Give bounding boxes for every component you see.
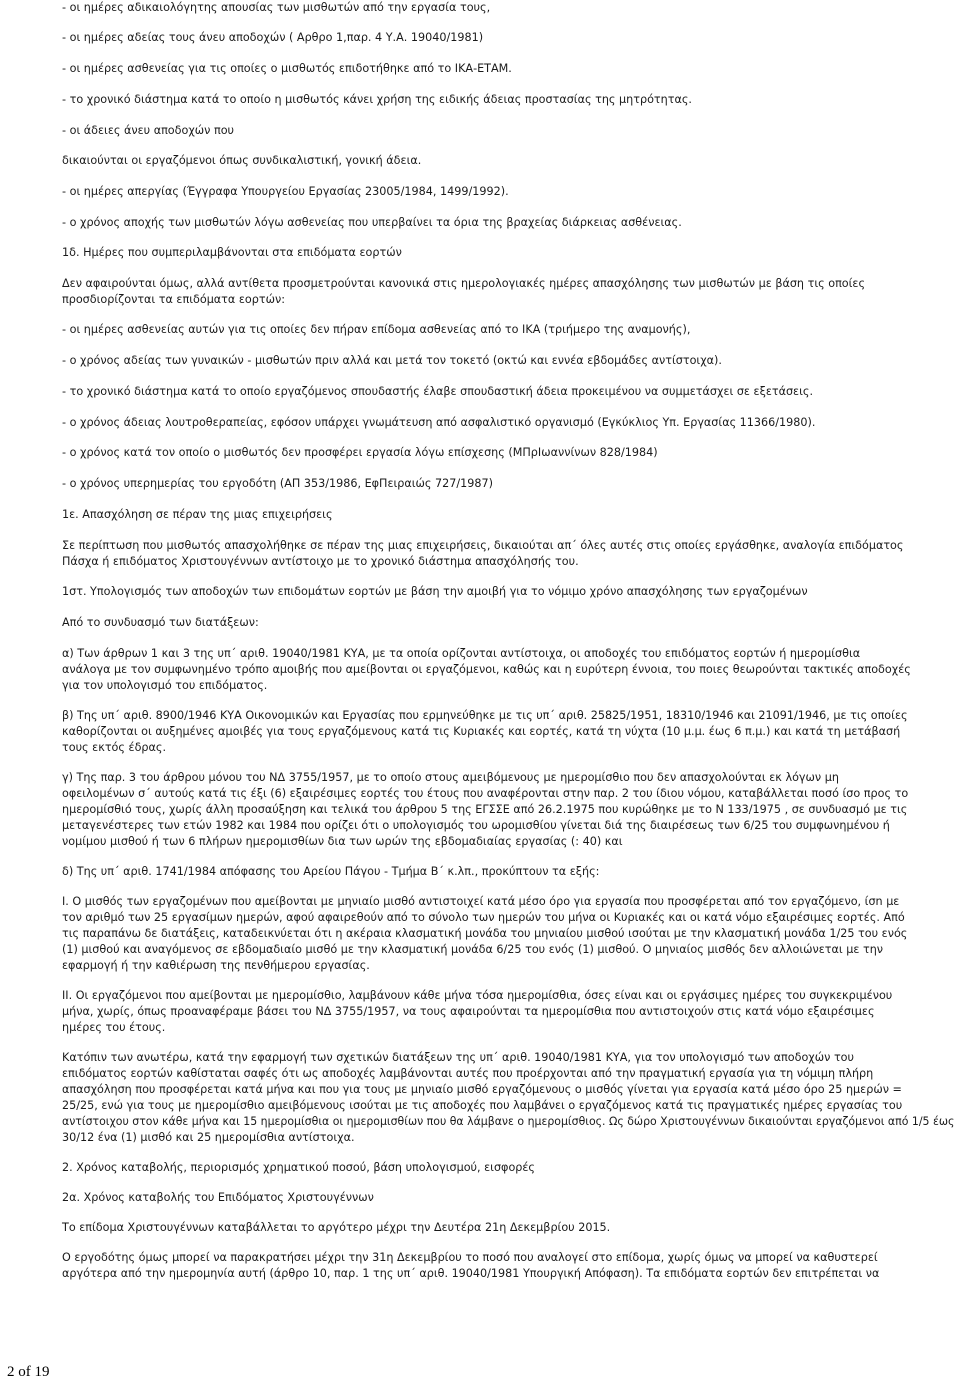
text-line: - ο χρόνος υπερημερίας του εργοδότη (ΑΠ 353/1986, ΕφΠειραιώς 727/1987) [62,477,494,490]
text-line: ανάλογα με τον συμφωνημένο τρόπο αμοιβής που αμείβονται οι εργαζόμενοι, καθώς και η ευρύτερη έννοια, του ποιες θεωρούνται τακτικές αποδοχές [62,663,911,676]
text-line: - ο χρόνος αποχής των μισθωτών λόγω ασθενείας που υπερβαίνει τα όρια της βραχείας διάρκειας ασθένειας. [62,216,682,229]
text-line: (1) μισθού και αναγόμενος σε εβδομαδιαίο μισθό με την κλασματική μονάδα 6/25 του ενός (1) μισθού. Ο μηνιαίος μισθός δεν αλλοιώνεται με την [62,943,884,956]
text-line: - οι άδειες άνευ αποδοχών που [62,124,235,137]
section-heading: 2α. Χρόνος καταβολής του Επιδόματος Χριστουγέννων [62,1191,374,1204]
text-line: ΙΙ. Οι εργαζόμενοι που αμείβονται με ημερομίσθιο, λαμβάνουν κάθε μήνα τόσα ημερομίσθια, όσες είναι και οι εργάσιμες ημέρες του συγκεκριμένου [62,989,893,1002]
page-number: 2 of 19 [7,1364,50,1380]
section-heading: 1ε. Απασχόληση σε πέραν της μιας επιχειρήσεις [62,508,333,521]
text-line: αντίστοιχου στον κάθε μήνα και 15 ημερομίσθια οι ημερομισθίων που θα λάμβανε ο ημερομίσθιος. Ως δώρο Χριστουγέννων δικαιούνται εργαζόμενοι από 1/5 έως [62,1115,955,1128]
text-line: 30/12 ένα (1) μισθό και 25 ημερομίσθια αντίστοιχα. [62,1131,355,1144]
text-line: Ι. Ο μισθός των εργαζομένων που αμείβονται με μηνιαίο μισθό αντιστοιχεί κατά μέσο όρο για εργασία που προσφέρεται από τον εργαζόμενο, ίσn με [62,895,900,908]
text-line: τις παραπάνω δε διατάξεις, καταδεικνύεται ότι η ακέραια κλασματική μονάδα του μηνιαίου μισθού ισούται με την κλασματική μονάδα 1/25 του ενός [62,927,908,940]
text-line: Το επίδομα Χριστουγέννων καταβάλλεται το αργότερο μέχρι την Δευτέρα 21η Δεκεμβρίου 2015. [62,1221,611,1234]
text-line: ημέρες του έτους. [62,1021,166,1034]
text-line: εφαρμογή ή την καθιέρωση της πενθήμερου εργασίας. [62,959,370,972]
text-line: β) Της υπ΄ αριθ. 8900/1946 ΚΥΑ Οικονομικών και Εργασίας που ερμηνεύθηκε με τις υπ΄ αριθ. 25825/1951, 18310/1946 και 21091/1946, με τις οποίες [62,709,908,722]
text-line: α) Των άρθρων 1 και 3 της υπ΄ αριθ. 19040/1981 ΚΥΑ, με τα οποία ορίζονται αντίστοιχα, οι αποδοχές του επιδόματος εορτών ή ημερομίσθια [62,647,861,660]
text-line: απασχόληση που προσφέρεται κατά μήνα και που για τους με μηνιαίο μισθό εργαζόμενους ο μισθός γίνεται για εργασία κατά μέσο όρο 25 ημερών = [62,1083,902,1096]
text-line: - ο χρόνος άδειας λουτροθεραπείας, εφόσον υπάρχει γνωμάτευση από ασφαλιστικό οργανισμό (Εγκύκλιος Υπ. Εργασίας 11366/1980). [62,416,816,429]
text-line: Ο εργοδότης όμως μπορεί να παρακρατήσει μέχρι την 31η Δεκεμβρίου το ποσό που αναλογεί στο επίδομα, χωρίς όμως να μπορεί να καθυστερεί [62,1251,878,1264]
text-line: Δεν αφαιρούνται όμως, αλλά αντίθετα προσμετρούνται κανονικά στις ημερολογιακές ημέρες απασχόλησης των μισθωτών με βάση τις οποίες [62,277,866,290]
text-line: τους εκτός έδρας. [62,741,167,754]
text-line: - οι ημέρες αδείας τους άνευ αποδοχών ( Αρθρο 1,παρ. 4 Υ.Α. 19040/1981) [62,31,484,44]
text-line: - οι ημέρες ασθενείας αυτών για τις οποίες δεν πήραν επίδομα ασθενείας από το ΙΚΑ (τριήμερο της αναμονής), [62,323,691,336]
text-line: - ο χρόνος κατά τον οποίο ο μισθωτός δεν προσφέρει εργασία λόγω επίσχεσης (ΜΠρΙωαννίνων 828/1984) [62,446,658,459]
section-heading: 2. Χρόνος καταβολής, περιορισμός χρηματικού ποσού, βάση υπολογισμού, εισφορές [62,1161,535,1174]
text-line: - οι ημέρες αδικαιολόγητης απουσίας των μισθωτών από την εργασία τους, [62,1,491,14]
text-line: - οι ημέρες ασθενείας για τις οποίες ο μισθωτός επιδοτήθηκε από το ΙΚΑ-ΕΤΑΜ. [62,62,512,75]
text-line: αργότερα από την ημερομηνία αυτή (άρθρο 10, παρ. 1 της υπ΄ αριθ. 19040/1981 Υπουργική Απόφαση). Τα επιδόματα εορτών δεν επιτρέπεται να [62,1267,880,1280]
text-line: μεταγενέστερες των ετών 1982 και 1984 που ορίζει ότι ο υπολογισμός του ωρομισθίου γίνεται διά της διαιρέσεως των 6/25 του συμφωνημένου ή [62,819,890,832]
text-line: δικαιούνται οι εργαζόμενοι όπως συνδικαλιστική, γονική άδεια. [62,154,422,167]
text-line: - ο χρόνος αδείας των γυναικών - μισθωτών πριν αλλά και μετά τον τοκετό (οκτώ και εννέα εβδομάδες αντίστοιχα). [62,354,722,367]
text-line: μήνα, χωρίς, όπως προαναφέραμε βάσει του ΝΔ 3755/1957, να τους αφαιρούνται τα ημερομίσθια που αντιστοιχούν στις κατά νόμο εξαιρέσιμες [62,1005,875,1018]
text-line: 25/25, ενώ για τους με ημερομίσθιο αμειβόμενους ισούται με τις αποδοχές που λαμβάνει ο εργαζόμενος κατά τις πραγματικές ημέρες εργασίας του [62,1099,903,1112]
text-line: Σε περίπτωση που μισθωτός απασχολήθηκε σε πέραν της μιας επιχειρήσεις, δικαιούται απ΄ όλες αυτές στις οποίες εργάσθηκε, αναλογία επιδόματος [62,539,904,552]
text-line: καθορίζονται οι αυξημένες αμοιβές για τους εργαζόμενους κατά τις Κυριακές και εορτές, κατά τη νύχτα (10 μ.μ. έως 6 π.μ.) και κατά τη μετάβασή [62,725,901,738]
text-line: γ) Της παρ. 3 του άρθρου μόνου του ΝΔ 3755/1957, με το οποίο στους αμειβόμενους με ημερομίσθιο που δεν απασχολούνται εκ λόγων μη [62,771,839,784]
text-line: - οι ημέρες απεργίας (Έγγραφα Υπουργείου Εργασίας 23005/1984, 1499/1992). [62,185,509,198]
text-line: δ) Της υπ΄ αριθ. 1741/1984 απόφασης του Αρείου Πάγου - Τμήμα Β΄ κ.λπ., προκύπτουν τα εξής: [62,865,600,878]
text-line: οφειλομένων σ΄ αυτούς κατά τις έξι (6) εξαιρέσιμες εορτές του έτους που αναφέρονται στην παρ. 2 του ίδιου νόμου, καταβάλλεται ποσό ίσο προς το [62,787,909,800]
text-line: Πάσχα ή επιδόματος Χριστουγέννων αντίστοιχο με το χρονικό διάστημα απασχόλησής του. [62,555,579,568]
text-line: - το χρονικό διάστημα κατά το οποίο η μισθωτός κάνει χρήση της ειδικής άδειας προστασίας της μητρότητας. [62,93,692,106]
text-line: Από το συνδυασμό των διατάξεων: [62,616,259,629]
text-line: για τον υπολογισμό του επιδόματος. [62,679,268,692]
section-heading: 1στ. Υπολογισμός των αποδοχών των επιδομάτων εορτών με βάση την αμοιβή για το νόμιμο χρόνο απασχόλησης των εργαζομένων [62,585,808,598]
section-heading: 1δ. Ημέρες που συμπεριλαμβάνονται στα επιδόματα εορτών [62,246,402,259]
text-line: επιδόματος εορτών καθίσταται σαφές ότι ως αποδοχές λαμβάνονται αυτές που προέρχονται από την πραγματική εργασία για τη νόμιμη πλήρη [62,1067,874,1080]
text-line: προσδιορίζονται τα επιδόματα εορτών: [62,293,285,306]
text-line: νομίμου μισθού ή των 6 πλήρων ημερομισθίων δια των ωρών της εβδομαδιαίας εργασίας (: 40) και [62,835,623,848]
text-line: - το χρονικό διάστημα κατά το οποίο εργαζόμενος σπουδαστής έλαβε σπουδαστική άδεια προκειμένου να συμμετάσχει σε εξετάσεις. [62,385,814,398]
text-line: Κατόπιν των ανωτέρω, κατά την εφαρμογή των σχετικών διατάξεων της υπ΄ αριθ. 19040/1981 ΚΥΑ, για τον υπολογισμό των αποδοχών του [62,1051,855,1064]
text-line: τον αριθμό των 25 εργασίμων ημερών, αφού αφαιρεθούν από το σύνολο των ημερών του μήνα οι Κυριακές και οι κατά νόμο εξαιρέσιμες εορτές. Από [62,911,905,924]
text-line: ημερομίσθιό τους, χωρίς άλλη προσαύξηση και τελικά του άρθρου 5 της ΕΓΣΣΕ από 26.2.1975 που κυρώθηκε με το Ν 133/1975 , σε συνδυασμό με τις [62,803,908,816]
